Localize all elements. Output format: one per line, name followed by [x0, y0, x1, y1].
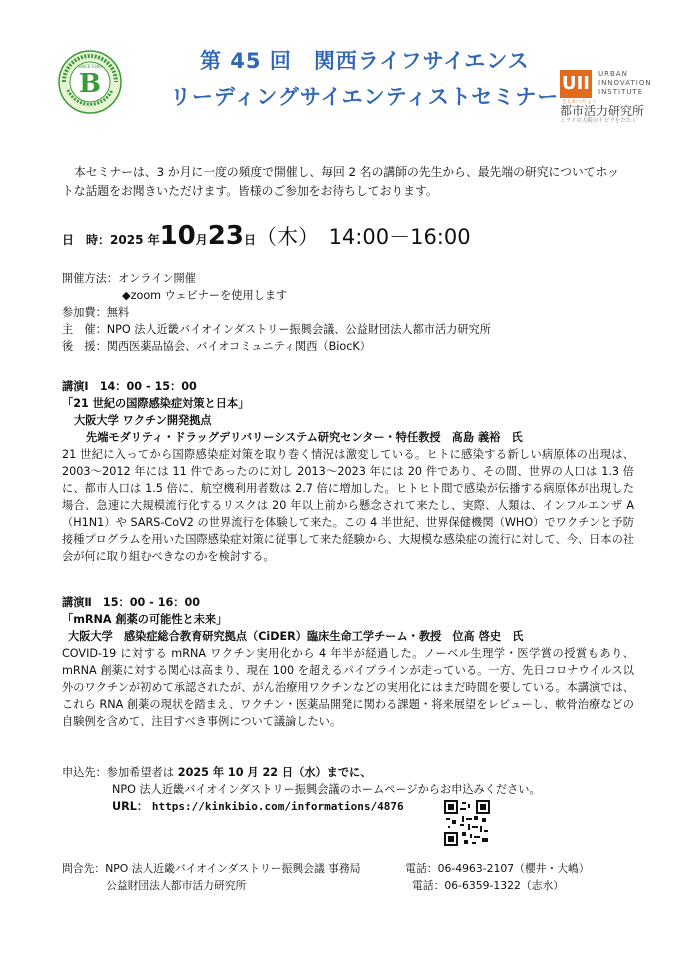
host-value: NPO 法人近畿バイオインダストリー振興会議、公益財団法人都市活力研究所 [106, 323, 491, 336]
uii-line3: INSTITUTE [598, 88, 644, 96]
lecture-2-affil: 大阪大学 感染症総合教育研究拠点（CiDER）臨床生命工学チーム・教授 位髙 啓史 氏 [68, 630, 524, 643]
contact-section [62, 860, 662, 894]
logo-since: SINCE 1985 [78, 64, 102, 69]
kinkibio-logo [58, 50, 122, 114]
logo-mark: B [79, 69, 101, 99]
lecture-1-title: 「21 世紀の国際感染症対策と日本」 [62, 397, 250, 410]
date-month-unit: 月 [195, 233, 208, 247]
lecture-1 [62, 378, 634, 565]
method-label: 開催方法： [62, 272, 118, 285]
lecture-2-heading: 講演Ⅱ 15：00 - 16：00 [62, 596, 201, 609]
date-weekday: （木） [256, 225, 319, 249]
date-time: 14:00－16:00 [328, 225, 471, 249]
contact-org-2: 公益財団法人都市活力研究所 [106, 879, 247, 892]
host-label: 主 催： [62, 323, 107, 336]
fee-value: 無料 [106, 306, 130, 319]
contact-org-1: NPO 法人近畿バイオインダストリー振興会議 事務局 [105, 862, 361, 875]
event-date [62, 221, 471, 251]
url-label: URL： [112, 800, 149, 813]
date-day: 23 [207, 221, 244, 251]
support-value: 関西医薬品協会、バイオコミュニティ関西（BiocK） [106, 340, 371, 353]
lecture-1-affil-2: 先端モダリティ・ドラッグデリバリーシステム研究センター・特任教授 髙島 義裕 氏 [86, 431, 523, 444]
lecture-1-affil-1: 大阪大学 ワクチン開発拠点 [74, 414, 212, 427]
uii-tagline: ミライの大阪のトビラをたたく [560, 118, 637, 124]
uii-name: 都市活力研究所 [560, 104, 645, 118]
event-info [62, 270, 642, 355]
method-value: オンライン開催 [117, 272, 196, 285]
title-line-1: 第 45 回 関西ライフサイエンス [200, 49, 530, 73]
apply-line-2: NPO 法人近畿バイオインダストリー振興会議のホームページからお申込みください。 [112, 783, 541, 796]
title-line-2: リーディングサイエンティストセミナー [170, 85, 560, 109]
apply-label: 申込先： [62, 766, 107, 779]
support-label: 後 援： [62, 340, 107, 353]
apply-pre: 参加希望者は [106, 766, 174, 779]
apply-url-link[interactable]: https://kinkibio.com/informations/4876 [151, 800, 404, 813]
date-year: 2025 年 [110, 233, 160, 247]
uii-logo [560, 70, 678, 126]
contact-label: 問合先： [62, 862, 106, 875]
uii-line1: URBAN [598, 70, 628, 78]
uii-line2: INNOVATION [598, 79, 652, 87]
apply-section [62, 764, 642, 815]
qr-code[interactable] [444, 800, 490, 846]
lecture-2-title: 「mRNA 創薬の可能性と未来」 [62, 613, 228, 626]
apply-deadline: 2025 年 10 月 22 日（水）までに、 [173, 766, 372, 779]
uii-mark: UII [560, 70, 592, 98]
contact-tel-1: 電話：06-4963-2107（櫻井・大嶋） [405, 862, 590, 875]
fee-label: 参加費： [62, 306, 107, 319]
lecture-2 [62, 594, 634, 730]
uii-ruby: としかつりょく [562, 99, 598, 105]
lecture-1-heading: 講演Ⅰ 14：00 - 15：00 [62, 380, 197, 393]
intro-text: 本セミナーは、3 か月に一度の頻度で開催し、毎回 2 名の講師の先生から、最先端の研究についてホットな話題をお聞きいただけます。皆様のご参加をお待ちしております。 [62, 165, 620, 198]
date-label: 日 時： [62, 233, 111, 247]
method-note: ◆zoom ウェビナーを使用します [122, 289, 288, 302]
lecture-2-body: COVID-19 に対する mRNA ワクチン実用化から 4 年半が経過した。ノーベル生理学・医学賞の授賞もあり、mRNA 創薬に対する関心は高まり、現在 100 を超えるパイプラインが走っている。一方、先日コロナウイルス以外のワクチンが初めて承認されたが、がん治療用ワクチンなどの実用化にはまだ時間を要している。本講演では、これら RNA 創薬の現状を踏まえ、ワクチン・医薬品開発に関わる課題・将来展望をレビューし、軟骨治療などの自験例を含めて、注目すべき事例について議論したい。 [62, 647, 634, 728]
lecture-1-body: 21 世紀に入ってから国際感染症対策を取り巻く情況は激変している。ヒトに感染する新しい病原体の出現は、2003～2012 年には 11 件であったのに対し 2013～2023 年には 20 件であり、その間、世界の人口は 1.3 倍に、都市人口は 1.5 倍に、航空機利用者数は 2.7 倍に増加した。ヒトヒト間で感染が伝播する病原体が出現した場合、急速に大規模流行化するリスクは 20 年以上前から懸念されて来たし、実際、人類は、インフルエンザ A（H1N1）や SARS-CoV2 の世界流行を体験して来た。この 4 半世紀、世界保健機関（WHO）でワクチンと予防接種プログラムを用いた国際感染症対策に従事して来た経験から、大規模な感染症の流行に対して、今、日本の社会が何に取り組むべきなのかを検討する。 [62, 448, 634, 563]
date-day-unit: 日 [243, 233, 256, 247]
contact-tel-2: 電話：06-6359-1322（志水） [412, 879, 565, 892]
date-month: 10 [159, 221, 196, 251]
